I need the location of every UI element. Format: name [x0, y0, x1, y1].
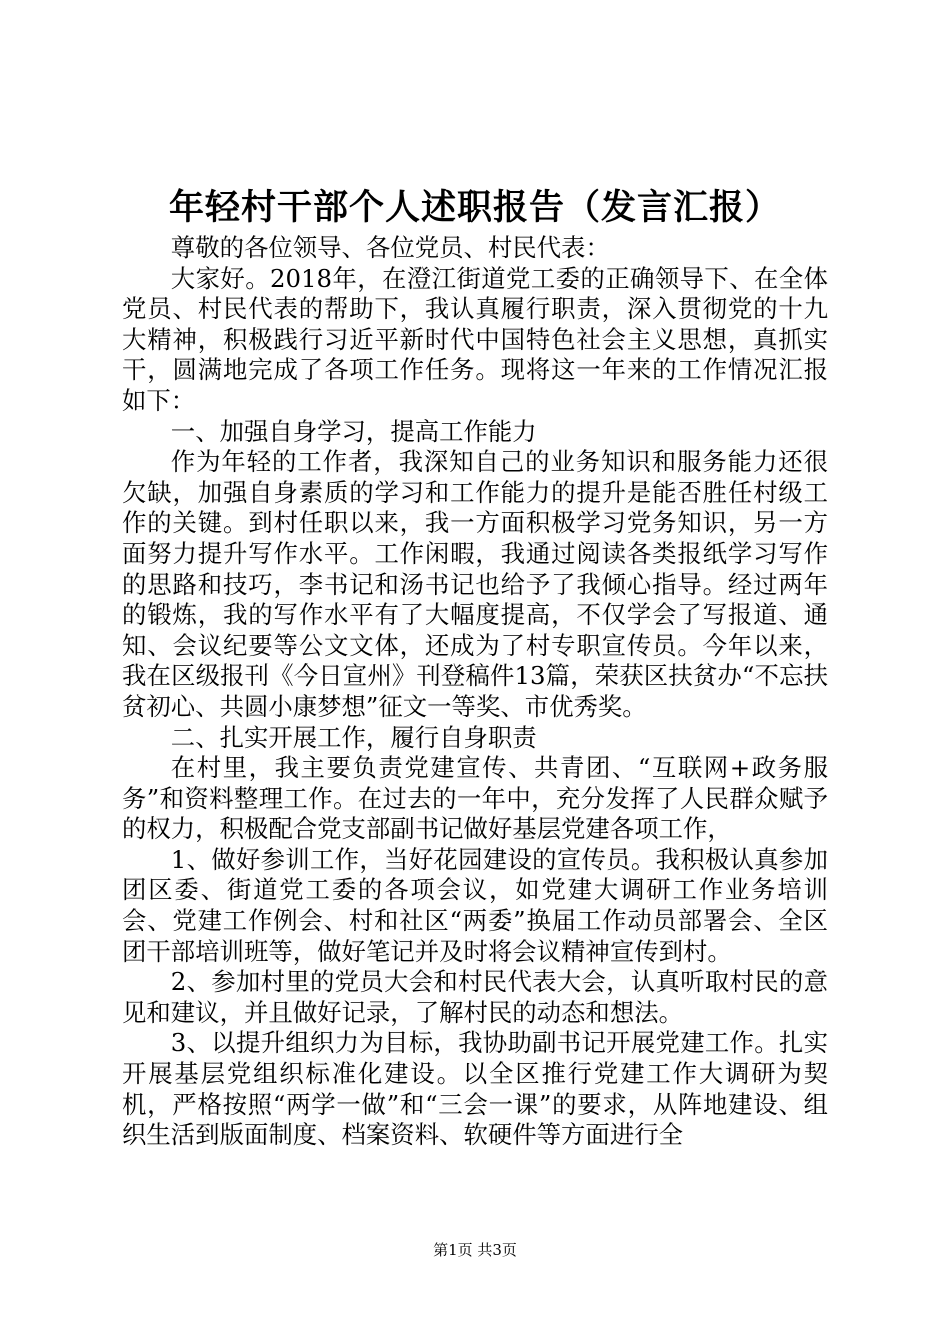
item-3-paragraph: 3、以提升组织力为目标，我协助副书记开展党建工作。扎实开展基层党组织标准化建设。以全区推行党建工作大调研为契机，严格按照“两学一做”和“三会一课”的要求，从阵地建设、组织生活到版面制度、档案资料、软硬件等方面进行全 — [122, 1028, 828, 1150]
salutation-paragraph: 尊敬的各位领导、各位党员、村民代表： — [170, 233, 610, 262]
section-1-paragraph: 作为年轻的工作者，我深知自己的业务知识和服务能力还很欠缺，加强自身素质的学习和工作能力的提升是能否胜任村级工作的关键。到村任职以来，我一方面积极学习党务知识，另一方面努力提升写作水平。工作闲暇，我通过阅读各类报纸学习写作的思路和技巧，李书记和汤书记也给予了我倾心指导。经过两年的锻炼，我的写作水平有了大幅度提高，不仅学会了写报道、通知、会议纪要等公文文体，还成为了村专职宣传员。今年以来，我在区级报刊《今日宣州》刊登稿件13篇，荣获区扶贫办“不忘扶贫初心、共圆小康梦想”征文一等奖、市优秀奖。 — [122, 447, 828, 721]
intro-paragraph: 大家好。2018年，在澄江街道党工委的正确领导下、在全体党员、村民代表的帮助下，我认真履行职责，深入贯彻党的十九大精神，积极践行习近平新时代中国特色社会主义思想，真抓实干，圆满地完成了各项工作任务。现将这一年来的工作情况汇报如下： — [122, 263, 828, 415]
section-2-paragraph: 在村里，我主要负责党建宣传、共青团、“互联网+政务服务”和资料整理工作。在过去的一年中，充分发挥了人民群众赋予的权力，积极配合党支部副书记做好基层党建各项工作， — [122, 753, 828, 844]
item-2-paragraph: 2、参加村里的党员大会和村民代表大会，认真听取村民的意见和建议，并且做好记录，了解村民的动态和想法。 — [122, 967, 828, 1027]
page-number-footer: 第1页 共3页 — [433, 1241, 517, 1259]
document-body — [122, 233, 828, 1151]
document-title: 年轻村干部个人述职报告（发言汇报） — [168, 187, 781, 228]
section-heading-2: 二、扎实开展工作，履行自身职责 — [170, 722, 537, 752]
item-1-paragraph: 1、做好参训工作，当好花园建设的宣传员。我积极认真参加团区委、街道党工委的各项会议，如党建大调研工作业务培训会、党建工作例会、村和社区“两委”换届工作动员部署会、全区团干部培训班等，做好笔记并及时将会议精神宣传到村。 — [122, 844, 828, 966]
section-heading-1: 一、加强自身学习，提高工作能力 — [170, 416, 537, 446]
